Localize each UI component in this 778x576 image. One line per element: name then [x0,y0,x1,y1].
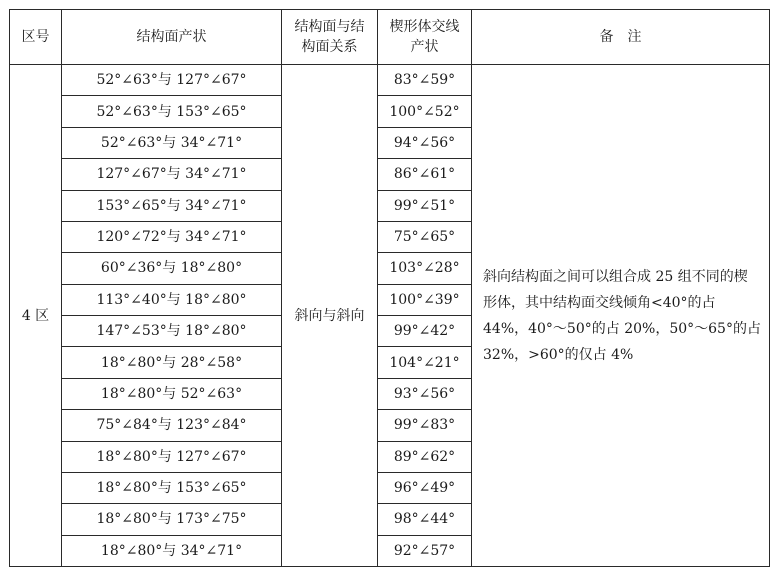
wedge-cell: 92°∠57° [378,535,472,566]
header-row [10,10,770,65]
wedge-cell: 96°∠49° [378,472,472,503]
wedge-cell: 99°∠83° [378,410,472,441]
wedge-cell: 98°∠44° [378,504,472,535]
wedge-cell: 100°∠39° [378,284,472,315]
wedge-cell: 75°∠65° [378,221,472,252]
table-body [10,65,770,567]
attitude-cell: 127°∠67°与 34°∠71° [62,159,282,190]
attitude-cell: 18°∠80°与 127°∠67° [62,441,282,472]
wedge-cell: 103°∠28° [378,253,472,284]
attitude-cell: 18°∠80°与 28°∠58° [62,347,282,378]
header-attitude: 结构面产状 [62,10,282,65]
header-wedge-line1: 楔形体交线 [389,19,460,35]
wedge-cell: 93°∠56° [378,378,472,409]
wedge-cell: 83°∠59° [378,65,472,96]
attitude-cell: 52°∠63°与 34°∠71° [62,127,282,158]
relation-cell: 斜向与斜向 [282,65,378,567]
wedge-cell: 86°∠61° [378,159,472,190]
header-relation-line1: 结构面与结 [294,19,365,35]
attitude-cell: 153°∠65°与 34°∠71° [62,190,282,221]
attitude-cell: 113°∠40°与 18°∠80° [62,284,282,315]
header-relation-line2: 构面关系 [301,39,358,55]
wedge-cell: 104°∠21° [378,347,472,378]
attitude-cell: 18°∠80°与 52°∠63° [62,378,282,409]
attitude-cell: 18°∠80°与 173°∠75° [62,504,282,535]
attitude-cell: 60°∠36°与 18°∠80° [62,253,282,284]
attitude-cell: 120°∠72°与 34°∠71° [62,221,282,252]
header-wedge [378,10,472,65]
table-row [10,65,770,96]
wedge-cell: 99°∠51° [378,190,472,221]
remark-cell: 斜向结构面之间可以组合成 25 组不同的楔形体，其中结构面交线倾角<40°的占 44%，40°～50°的占 20%，50°～65°的占 32%，>60°的仅占 4% [472,65,770,567]
header-zone: 区号 [10,10,62,65]
header-wedge-line2: 产状 [410,39,439,55]
attitude-cell: 18°∠80°与 153°∠65° [62,472,282,503]
attitude-cell: 18°∠80°与 34°∠71° [62,535,282,566]
wedge-cell: 94°∠56° [378,127,472,158]
header-relation [282,10,378,65]
attitude-cell: 75°∠84°与 123°∠84° [62,410,282,441]
zone-cell: 4 区 [10,65,62,567]
wedge-cell: 89°∠62° [378,441,472,472]
attitude-cell: 52°∠63°与 153°∠65° [62,96,282,127]
attitude-cell: 52°∠63°与 127°∠67° [62,65,282,96]
wedge-cell: 99°∠42° [378,316,472,347]
header-remark: 备 注 [472,10,770,65]
wedge-analysis-table [9,9,770,567]
wedge-cell: 100°∠52° [378,96,472,127]
attitude-cell: 147°∠53°与 18°∠80° [62,316,282,347]
